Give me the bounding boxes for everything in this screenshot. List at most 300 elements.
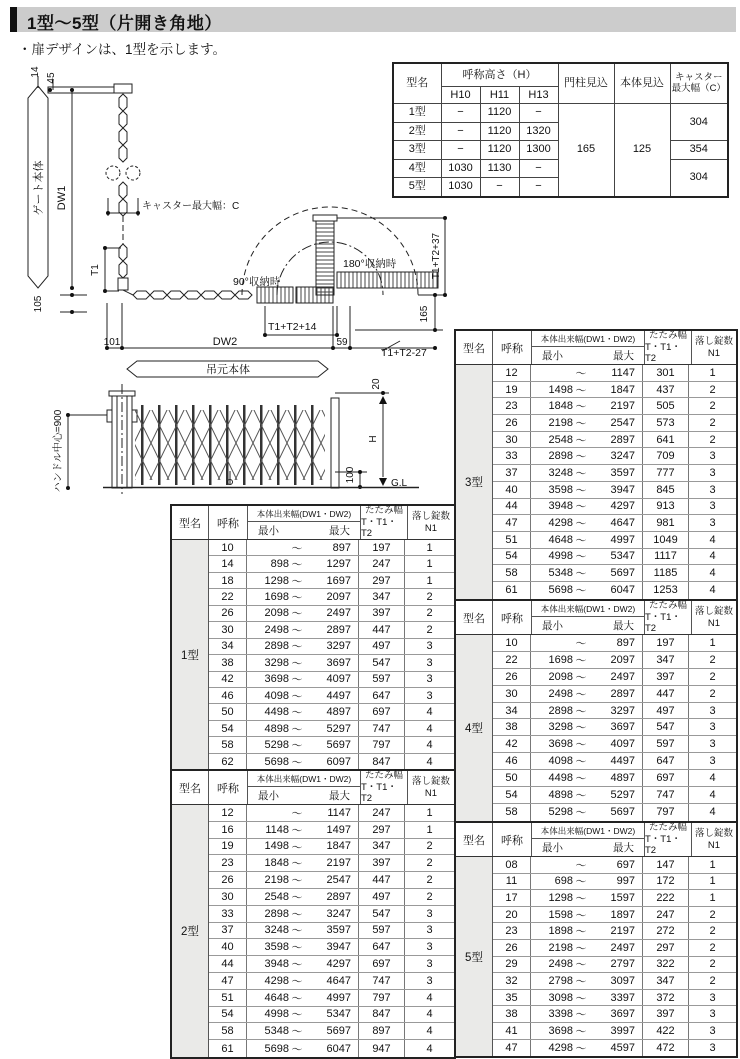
lock-cell: 3: [426, 689, 433, 702]
fold-cell: 797: [643, 804, 689, 821]
code-cell: 58: [493, 804, 531, 821]
fold-cell: 297: [359, 822, 405, 838]
lock-cell: 1: [426, 558, 433, 571]
fold-cell: 347: [359, 589, 405, 604]
col-h10-header: H10: [441, 87, 480, 104]
lock-cell: 2: [426, 874, 433, 887]
dim-45-label: 45: [46, 72, 57, 84]
table-row: [209, 737, 454, 753]
code-cell: 30: [209, 889, 247, 905]
range-cell: 3398 ～ 3697: [531, 1006, 643, 1022]
code-cell: 58: [493, 565, 531, 581]
fold-cell: 437: [643, 382, 689, 398]
table-row: [209, 889, 454, 906]
range-cell: 4298 ～ 4647: [247, 973, 359, 989]
range-cell: 2198 ～ 2547: [247, 872, 359, 888]
range-cell: 5348 ～ 5697: [531, 565, 643, 581]
gl-label: G.L: [391, 478, 408, 489]
code-cell: 37: [493, 465, 531, 481]
model-col-header: 型名: [456, 823, 493, 856]
table-row: [493, 448, 736, 465]
table-row: [493, 703, 736, 720]
h10-cell: −: [441, 122, 480, 141]
code-cell: 47: [493, 515, 531, 531]
range-cell: 4498 ～ 4897: [531, 770, 643, 786]
lock-cell: 2: [426, 607, 433, 620]
fold-col-header: たたみ幅 T・T1・T2: [645, 601, 692, 634]
spec-table-type4: [454, 599, 738, 823]
fold-cell: 1185: [643, 565, 689, 581]
model-col-header: 型名: [172, 506, 209, 539]
t1t2m27-label: T1+T2-27: [381, 347, 427, 359]
range-cell: 5298 ～ 5697: [531, 804, 643, 821]
table-row: [209, 855, 454, 872]
code-cell: 11: [493, 874, 531, 890]
lock-cell: 1: [709, 366, 716, 379]
code-cell: 20: [493, 907, 531, 923]
h11-cell: 1130: [480, 159, 519, 178]
width-col-header: [532, 331, 645, 364]
min-label: 最小: [258, 525, 279, 537]
fold-cell: 547: [643, 719, 689, 735]
header-accent-block: [10, 7, 17, 32]
h13-cell: −: [519, 178, 558, 197]
fold-cell: 747: [643, 787, 689, 803]
table-row: [209, 573, 454, 589]
lock-cell: 4: [426, 1008, 433, 1021]
dim-14-label: 14: [30, 66, 41, 78]
max-label: 最大: [613, 620, 634, 632]
fold-cell: 913: [643, 499, 689, 515]
dim-165-label: 165: [419, 305, 430, 323]
range-cell: 2498 ～ 2897: [531, 686, 643, 702]
range-cell: 2548 ～ 2897: [247, 889, 359, 905]
h10-cell: −: [441, 104, 480, 123]
pillar-cell: 165: [558, 104, 614, 197]
code-cell: 46: [493, 753, 531, 769]
spec-table-type5: [454, 821, 738, 1058]
lock-cell: 2: [709, 400, 716, 413]
lock-cell: 1: [709, 891, 716, 904]
h11-cell: 1120: [480, 104, 519, 123]
fold-cell: 197: [359, 540, 405, 555]
lock-cell: 2: [426, 890, 433, 903]
table-row: [493, 549, 736, 566]
min-label: 最小: [542, 842, 563, 854]
lock-cell: 3: [709, 738, 716, 751]
col-caster-header: キャスター最大幅（C）: [670, 63, 728, 104]
deg90-label: 90°収納時: [233, 276, 281, 288]
fold-cell: 547: [359, 906, 405, 922]
lock-col-header: 落し錠数 N1: [694, 827, 733, 851]
design-note: ・扉デザインは、1型を示します。: [18, 42, 226, 57]
code-cell: 61: [209, 1040, 247, 1057]
lock-cell: 4: [709, 533, 716, 546]
table-row: [209, 606, 454, 622]
code-cell: 58: [209, 1023, 247, 1039]
section-header-bar: [10, 7, 736, 32]
code-cell: 47: [493, 1040, 531, 1057]
lock-cell: 3: [426, 974, 433, 987]
fold-cell: 347: [359, 839, 405, 855]
height-spec-table: [392, 62, 729, 198]
code-cell: 50: [493, 770, 531, 786]
range-cell: 2198 ～ 2497: [531, 940, 643, 956]
code-cell: 54: [209, 1007, 247, 1023]
table-row: [493, 582, 736, 599]
table-row: [209, 805, 454, 822]
code-cell: 26: [493, 940, 531, 956]
table-row: [493, 973, 736, 990]
model-name-cell: 4型: [456, 635, 493, 821]
dim-20-label: 20: [371, 378, 382, 390]
code-cell: 29: [493, 957, 531, 973]
range-cell: 3698 ～ 4097: [531, 736, 643, 752]
fold-cell: 597: [359, 672, 405, 687]
fold-cell: 573: [643, 415, 689, 431]
fold-cell: 247: [359, 805, 405, 821]
range-cell: 1148 ～ 1497: [247, 822, 359, 838]
table-row: [209, 540, 454, 556]
fold-cell: 647: [643, 753, 689, 769]
code-cell: 10: [493, 635, 531, 651]
dw2-label: DW2: [212, 336, 238, 348]
fold-cell: 847: [359, 1007, 405, 1023]
width-title: 本体出来幅(DW1・DW2): [532, 331, 644, 347]
fold-cell: 697: [359, 704, 405, 719]
spec-table-header: [456, 601, 736, 635]
lock-cell: 3: [426, 656, 433, 669]
range-cell: 4098 ～ 4497: [531, 753, 643, 769]
table-row: [493, 432, 736, 449]
table-row: [209, 672, 454, 688]
spec-rows: [493, 857, 736, 1056]
lock-cell: 4: [709, 788, 716, 801]
lock-cell: 2: [709, 925, 716, 938]
fold-cell: 505: [643, 398, 689, 414]
code-cell: 61: [493, 582, 531, 599]
lock-cell: 2: [426, 591, 433, 604]
table-row: [493, 515, 736, 532]
plan-view: [28, 76, 447, 377]
fold-cell: 697: [359, 956, 405, 972]
code-cell: 51: [209, 990, 247, 1006]
table-row: [209, 939, 454, 956]
model-cell: 3型: [393, 141, 441, 160]
width-col-header: [532, 601, 645, 634]
width-col-header: [248, 506, 361, 539]
table-row: [493, 1006, 736, 1023]
table-row: [493, 857, 736, 874]
fold-cell: 397: [643, 1006, 689, 1022]
lock-cell: 3: [709, 517, 716, 530]
lock-cell: 3: [426, 907, 433, 920]
lock-cell: 3: [709, 1041, 716, 1054]
fold-cell: 845: [643, 482, 689, 498]
range-cell: 2898 ～ 3297: [247, 639, 359, 654]
max-label: 最大: [613, 350, 634, 362]
code-cell: 34: [209, 639, 247, 654]
width-col-header: [532, 823, 645, 856]
table-row: [209, 556, 454, 572]
range-cell: 4998 ～ 5347: [531, 549, 643, 565]
range-cell: 3698 ～ 4097: [247, 672, 359, 687]
page-title: 1型～5型（片開き角地）: [27, 14, 222, 33]
table-row: [493, 532, 736, 549]
fold-cell: 322: [643, 957, 689, 973]
table-row: [493, 652, 736, 669]
table-row: [493, 907, 736, 924]
range-cell: 2098 ～ 2497: [247, 606, 359, 621]
fold-cell: 472: [643, 1040, 689, 1057]
fold-cell: 447: [359, 622, 405, 637]
range-cell: ～ 1147: [531, 365, 643, 381]
elevation-view: [66, 384, 419, 494]
fold-col-header: たたみ幅 T・T1・T2: [645, 331, 692, 364]
model-col-header: 型名: [456, 601, 493, 634]
table-row: [209, 956, 454, 973]
fold-cell: 301: [643, 365, 689, 381]
table-row: [493, 415, 736, 432]
width-col-header: [248, 771, 361, 804]
dim-100-label: 100: [345, 466, 356, 484]
caster-cell: 304: [670, 159, 728, 197]
range-cell: 4298 ～ 4647: [531, 515, 643, 531]
h-label: H: [368, 435, 379, 443]
t1t2p37-label: T1+T2+37: [431, 232, 442, 280]
code-cell: 30: [493, 686, 531, 702]
code-cell: 35: [493, 990, 531, 1006]
model-name-cell: 3型: [456, 365, 493, 599]
code-cell: 10: [209, 540, 247, 555]
fold-cell: 397: [643, 669, 689, 685]
table-row: [493, 382, 736, 399]
h10-cell: 1030: [441, 159, 480, 178]
range-cell: 4998 ～ 5347: [247, 1007, 359, 1023]
fold-cell: 372: [643, 990, 689, 1006]
range-cell: 2548 ～ 2897: [531, 432, 643, 448]
table-row: [209, 923, 454, 940]
code-cell: 46: [209, 688, 247, 703]
lock-cell: 2: [709, 416, 716, 429]
lock-cell: 3: [709, 450, 716, 463]
range-cell: 4898 ～ 5297: [247, 721, 359, 736]
spec-table-type2: [170, 769, 456, 1059]
col-model-header: 型名: [393, 63, 441, 104]
width-title: 本体出来幅(DW1・DW2): [532, 823, 644, 839]
table-row: [493, 719, 736, 736]
range-cell: 2498 ～ 2797: [531, 957, 643, 973]
code-cell: 23: [493, 398, 531, 414]
width-title: 本体出来幅(DW1・DW2): [248, 771, 360, 787]
lock-cell: 3: [426, 924, 433, 937]
table-row: [493, 753, 736, 770]
range-cell: 1298 ～ 1697: [247, 573, 359, 588]
lock-cell: 2: [709, 687, 716, 700]
fold-cell: 497: [643, 703, 689, 719]
code-cell: 26: [209, 606, 247, 621]
code-cell: 33: [209, 906, 247, 922]
code-cell: 54: [209, 721, 247, 736]
t1t2p14-label: T1+T2+14: [268, 321, 317, 333]
table-row: [493, 736, 736, 753]
lock-cell: 2: [426, 623, 433, 636]
table-row: [493, 686, 736, 703]
fold-cell: 647: [359, 688, 405, 703]
range-cell: 1698 ～ 2097: [531, 652, 643, 668]
table-row: [493, 890, 736, 907]
range-cell: 4648 ～ 4997: [531, 532, 643, 548]
min-label: 最小: [542, 350, 563, 362]
code-cell: 54: [493, 787, 531, 803]
table-row: [493, 669, 736, 686]
max-label: 最大: [329, 525, 350, 537]
fold-cell: 797: [359, 990, 405, 1006]
table-row: [209, 839, 454, 856]
range-cell: 4098 ～ 4497: [247, 688, 359, 703]
code-cell: 19: [209, 839, 247, 855]
code-cell: 42: [209, 672, 247, 687]
handle-center-label: ハンドル中心=900: [53, 409, 64, 493]
range-cell: 1598 ～ 1897: [531, 907, 643, 923]
table-row: [209, 704, 454, 720]
code-cell: 37: [209, 923, 247, 939]
lock-cell: 4: [709, 567, 716, 580]
table-row: [493, 787, 736, 804]
range-cell: 898 ～ 1297: [247, 556, 359, 571]
code-col-header: 呼称: [209, 771, 248, 804]
table-row: [493, 499, 736, 516]
lock-cell: 3: [426, 640, 433, 653]
range-cell: ～ 1147: [247, 805, 359, 821]
code-cell: 62: [209, 754, 247, 770]
caster-max-label: キャスター最大幅：C: [142, 201, 240, 212]
range-cell: 1298 ～ 1597: [531, 890, 643, 906]
fold-cell: 981: [643, 515, 689, 531]
spec-table-header: [456, 823, 736, 857]
table-row: [493, 1040, 736, 1057]
fold-cell: 747: [359, 721, 405, 736]
fold-cell: 447: [643, 686, 689, 702]
table-row: [209, 906, 454, 923]
table-row: [209, 622, 454, 638]
table-row: [493, 1023, 736, 1040]
lock-cell: 3: [709, 721, 716, 734]
lock-col-header: 落し錠数 N1: [411, 775, 450, 799]
model-name-cell: 2型: [172, 805, 209, 1057]
model-cell: 5型: [393, 178, 441, 197]
range-cell: ～ 897: [247, 540, 359, 555]
fold-col-header: たたみ幅 T・T1・T2: [361, 506, 408, 539]
spec-table-type3: [454, 329, 738, 601]
range-cell: 4898 ～ 5297: [531, 787, 643, 803]
fold-cell: 397: [359, 606, 405, 621]
lock-cell: 3: [709, 991, 716, 1004]
table-row: [493, 923, 736, 940]
code-cell: 40: [209, 939, 247, 955]
fold-cell: 297: [359, 573, 405, 588]
range-cell: 2898 ～ 3297: [531, 703, 643, 719]
lock-cell: 4: [709, 772, 716, 785]
lock-cell: 2: [709, 958, 716, 971]
model-cell: 1型: [393, 104, 441, 123]
code-cell: 38: [493, 1006, 531, 1022]
fold-cell: 747: [359, 973, 405, 989]
range-cell: 698 ～ 997: [531, 874, 643, 890]
fold-cell: 709: [643, 448, 689, 464]
code-col-header: 呼称: [209, 506, 248, 539]
dw1-label: DW1: [56, 185, 68, 211]
hang-body-label: 吊元本体: [206, 364, 250, 376]
lock-cell: 2: [709, 670, 716, 683]
fold-cell: 897: [359, 1023, 405, 1039]
h10-cell: −: [441, 141, 480, 160]
fold-cell: 497: [359, 639, 405, 654]
model-name-cell: 5型: [456, 857, 493, 1056]
lock-cell: 3: [709, 704, 716, 717]
lock-cell: 1: [426, 541, 433, 554]
max-label: 最大: [613, 842, 634, 854]
lock-cell: 4: [709, 806, 716, 819]
lock-cell: 1: [709, 858, 716, 871]
fold-cell: 347: [643, 652, 689, 668]
fold-cell: 247: [359, 556, 405, 571]
code-cell: 22: [493, 652, 531, 668]
table-row: [209, 822, 454, 839]
t1-label: T1: [90, 264, 101, 276]
model-cell: 2型: [393, 122, 441, 141]
lock-col-header: 落し錠数 N1: [411, 510, 450, 534]
range-cell: 3598 ～ 3947: [531, 482, 643, 498]
range-cell: 3598 ～ 3947: [247, 939, 359, 955]
lock-cell: 3: [709, 1008, 716, 1021]
col-h13-header: H13: [519, 87, 558, 104]
code-cell: 44: [209, 956, 247, 972]
range-cell: 1498 ～ 1847: [531, 382, 643, 398]
range-cell: 1498 ～ 1847: [247, 839, 359, 855]
lock-cell: 3: [709, 1024, 716, 1037]
dim-59-label: 59: [336, 337, 348, 348]
fold-cell: 597: [359, 923, 405, 939]
code-cell: 19: [493, 382, 531, 398]
code-cell: 08: [493, 857, 531, 873]
range-cell: ～ 697: [531, 857, 643, 873]
range-cell: 3248 ～ 3597: [531, 465, 643, 481]
spec-table-header: [456, 331, 736, 365]
fold-cell: 847: [359, 754, 405, 770]
fold-cell: 647: [359, 939, 405, 955]
fold-cell: 422: [643, 1023, 689, 1039]
lock-cell: 3: [426, 958, 433, 971]
caster-cell: 354: [670, 141, 728, 160]
fold-col-header: たたみ幅 T・T1・T2: [645, 823, 692, 856]
fold-col-header: たたみ幅 T・T1・T2: [361, 771, 408, 804]
code-cell: 34: [493, 703, 531, 719]
lock-cell: 3: [426, 673, 433, 686]
lock-cell: 2: [709, 908, 716, 921]
fold-cell: 547: [359, 655, 405, 670]
spec-rows: [493, 635, 736, 821]
table-row: [209, 1007, 454, 1024]
h11-cell: −: [480, 178, 519, 197]
spec-rows: [209, 805, 454, 1057]
min-label: 最小: [258, 790, 279, 802]
range-cell: ～ 897: [531, 635, 643, 651]
table-row: [493, 365, 736, 382]
code-cell: 30: [493, 432, 531, 448]
lock-cell: 4: [426, 991, 433, 1004]
width-title: 本体出来幅(DW1・DW2): [532, 601, 644, 617]
